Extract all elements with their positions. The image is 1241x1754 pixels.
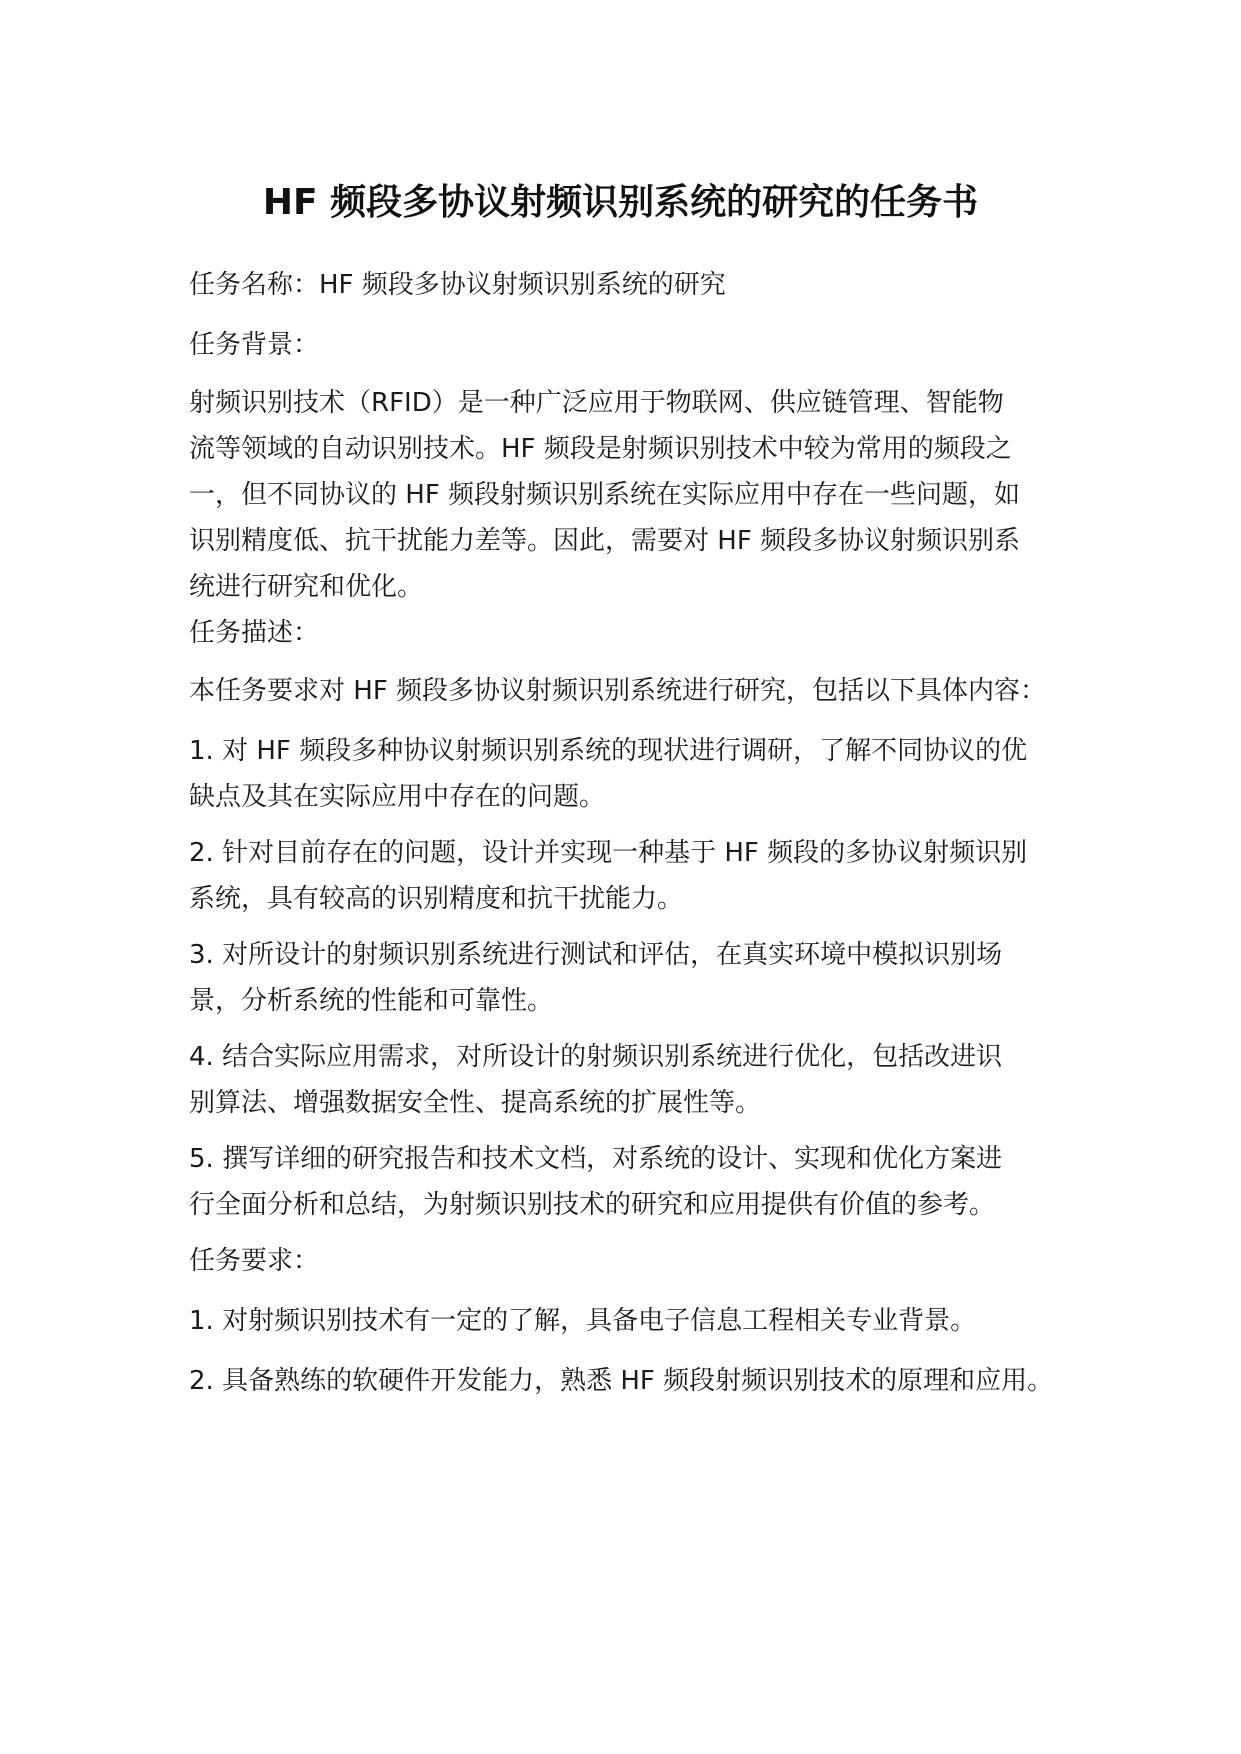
text-line: 一，但不同协议的 HF 频段射频识别系统在实际应用中存在一些问题，如 [189, 480, 1021, 510]
text-line: 统进行研究和优化。 [189, 572, 424, 602]
task-requirements-heading [189, 1238, 1089, 1284]
description-item-2 [189, 830, 1089, 922]
text-line: 5. 撰写详细的研究报告和技术文档，对系统的设计、实现和优化方案进 [189, 1144, 1003, 1174]
text-line: 景，分析系统的性能和可靠性。 [189, 986, 554, 1016]
text-line: 识别精度低、抗干扰能力差等。因此，需要对 HF 频段多协议射频识别系 [189, 526, 1021, 556]
description-item-1 [189, 728, 1089, 820]
requirement-item-2 [189, 1358, 1089, 1404]
text-line: 任务背景： [189, 330, 320, 360]
text-line: 缺点及其在实际应用中存在的问题。 [189, 782, 606, 812]
text-line: 3. 对所设计的射频识别系统进行测试和评估，在真实环境中模拟识别场 [189, 940, 1003, 970]
description-item-4 [189, 1034, 1089, 1126]
task-name-paragraph [189, 262, 1089, 308]
text-line: 流等领域的自动识别技术。HF 频段是射频识别技术中较为常用的频段之 [189, 434, 1012, 464]
text-line: 行全面分析和总结，为射频识别技术的研究和应用提供有价值的参考。 [189, 1190, 996, 1220]
text-line: 2. 针对目前存在的问题，设计并实现一种基于 HF 频段的多协议射频识别 [189, 838, 1028, 868]
task-background-paragraph [189, 380, 1089, 610]
requirement-item-1 [189, 1298, 1089, 1344]
text-line: 任务要求： [189, 1246, 320, 1276]
text-line: 别算法、增强数据安全性、提高系统的扩展性等。 [189, 1088, 762, 1118]
text-line: 系统，具有较高的识别精度和抗干扰能力。 [189, 884, 684, 914]
task-background-heading [189, 322, 1089, 368]
text-line: 1. 对 HF 频段多种协议射频识别系统的现状进行调研，了解不同协议的优 [189, 736, 1028, 766]
text-line: 2. 具备熟练的软硬件开发能力，熟悉 HF 频段射频识别技术的原理和应用。 [189, 1366, 1054, 1396]
task-description-intro [189, 668, 1089, 714]
text-line: 射频识别技术（RFID）是一种广泛应用于物联网、供应链管理、智能物 [189, 388, 1004, 418]
text-line: 1. 对射频识别技术有一定的了解，具备电子信息工程相关专业背景。 [189, 1306, 977, 1336]
description-item-5 [189, 1136, 1089, 1228]
text-line: 任务名称：HF 频段多协议射频识别系统的研究 [189, 270, 726, 300]
document-title: HF 频段多协议射频识别系统的研究的任务书 [262, 182, 979, 223]
task-description-heading [189, 610, 1089, 656]
text-line: 任务描述： [189, 618, 320, 648]
description-item-3 [189, 932, 1089, 1024]
text-line: 本任务要求对 HF 频段多协议射频识别系统进行研究，包括以下具体内容： [189, 676, 1047, 706]
text-line: 4. 结合实际应用需求，对所设计的射频识别系统进行优化，包括改进识 [189, 1042, 1003, 1072]
